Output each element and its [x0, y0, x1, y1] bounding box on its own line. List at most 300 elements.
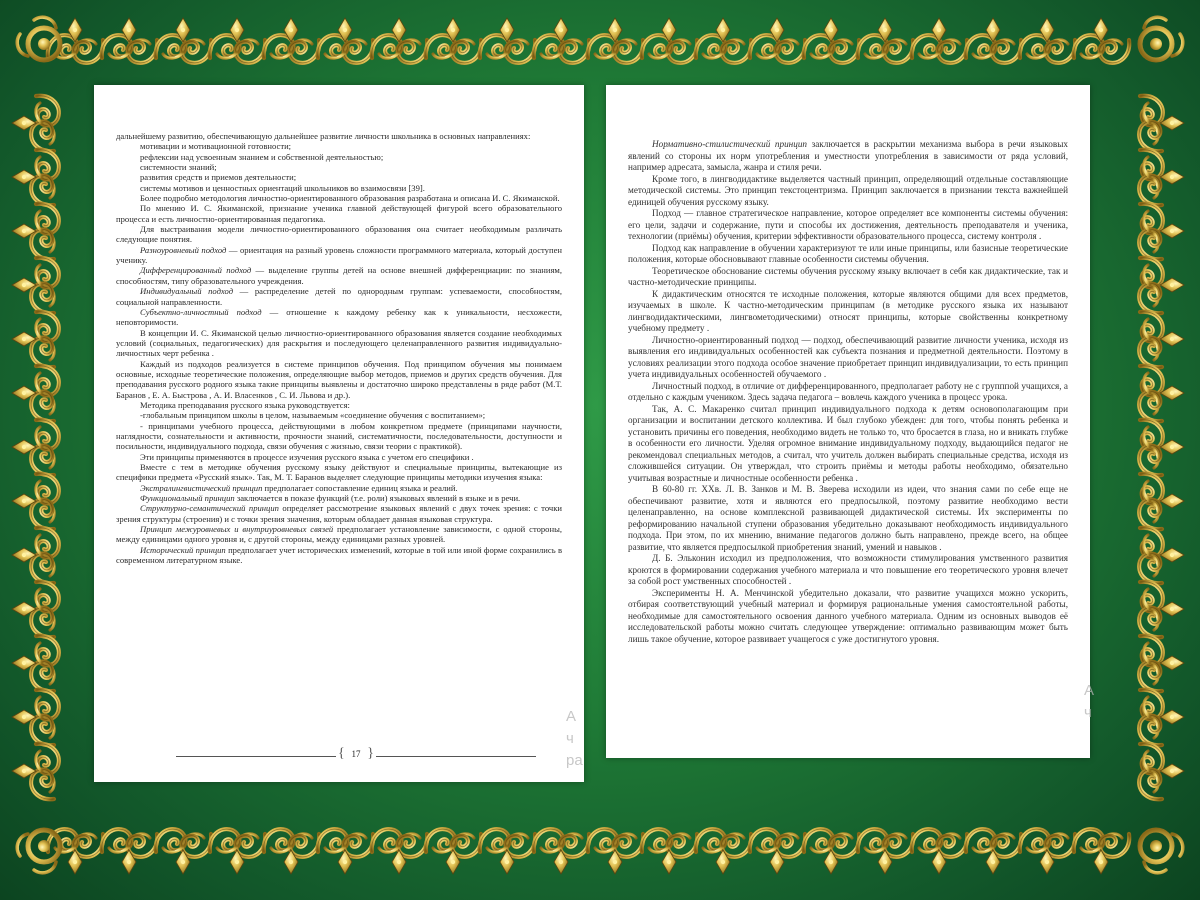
frame-scroll-ornament — [31, 265, 54, 313]
frame-corner-ornament — [17, 830, 60, 873]
frame-scroll-ornament — [1139, 481, 1162, 529]
right-page — [606, 85, 1090, 758]
frame-scroll-ornament — [541, 834, 589, 857]
frame-scroll-ornament — [487, 834, 535, 857]
frame-scroll-ornament — [1081, 834, 1129, 857]
paragraph-lead-term: Разноуровневый подход — [140, 244, 227, 255]
frame-scroll-ornament — [1139, 373, 1162, 421]
frame-scroll-ornament — [865, 40, 913, 63]
frame-scroll-ornament — [325, 834, 373, 857]
paragraph — [116, 328, 562, 359]
frame-scroll-ornament — [1140, 258, 1163, 306]
paragraph-text: системности знаний; — [140, 162, 217, 173]
frame-scroll-ornament — [703, 834, 751, 857]
paragraph-lead-term: Дифференцированный подход — [140, 265, 252, 276]
watermark-line: ч — [566, 730, 574, 747]
frame-scroll-ornament — [109, 834, 157, 857]
frame-scroll-ornament — [1140, 150, 1163, 198]
page-number: { 17 } — [336, 749, 376, 759]
frame-scroll-ornament — [271, 40, 319, 63]
paragraph — [116, 493, 562, 503]
frame-diamond-ornament — [446, 18, 460, 42]
paragraph-text: Эксперименты Н. А. Менчинской убедительно доказали, что развитие учащихся можно ускорить, отбирая соответствующий учебный материал и формируя рациональные умения самостоятельной работы, необходимые для самостоятельного освоения данного учебного материала. Одним из основных выводов её исследовательской работы можно считать следующее утверждение: оптимально развивающим может быть лишь такое обучение, которое развивает учащегося с уже достигнутого уровня. — [628, 587, 1068, 644]
frame-corner-ornament — [1140, 830, 1183, 873]
paragraph-text: Подход как направление в обучении характеризуют те или иные принципы, или базисные теоретические положения, которые обосновывают главные особенности системы обучения. — [628, 242, 1068, 264]
frame-diamond-ornament — [662, 18, 676, 42]
frame-diamond-ornament — [554, 850, 568, 874]
frame-diamond-ornament — [122, 850, 136, 874]
paragraph — [628, 335, 1068, 381]
frame-diamond-ornament — [12, 656, 36, 670]
frame-scroll-ornament — [31, 697, 54, 745]
paragraph — [116, 203, 562, 224]
frame-scroll-ornament — [1139, 157, 1162, 205]
paragraph-text: По мнению И. С. Якиманской, признание ученика главной действующей фигурой всего образовательного процесса и есть личностно-ориентированная педагогика. — [116, 203, 562, 224]
frame-scroll-ornament — [271, 834, 319, 857]
frame-scroll-ornament — [534, 829, 582, 852]
paragraph-text: В 60-80 гг. ХХв. Л. В. Занков и М. В. Зверева исходили из идеи, что знания сами по себе еще не обеспечивают развитие, хотя и являются его предпосылкой, поэтому развитие необходимо вести целенаправленно, на основе комплексной развивающей дидактической системы. Их эксперименты по реформированию начальной ступени образования убедительно доказывают необходимость индивидуального подхода. При этом, по их мнению, внимание педагогов должно быть направлено, прежде всего, на общее развитие, что является предпосылкой приобретения знаний, умений и навыков . — [628, 484, 1068, 552]
paragraph-text: -глобальным принципом школы в целом, называемым «соединение обучения с воспитанием»; — [140, 410, 486, 421]
paragraph-text: — выделение группы детей на основе внешней дифференциации: по знаниям, способностям, типу образовательного учреждения. — [116, 265, 563, 286]
paragraph — [628, 381, 1068, 404]
frame-scroll-ornament — [372, 829, 420, 852]
frame-diamond-ornament — [608, 850, 622, 874]
paragraph — [628, 588, 1068, 646]
frame-scroll-ornament — [163, 40, 211, 63]
frame-diamond-ornament — [1040, 18, 1054, 42]
frame-diamond-ornament — [1160, 224, 1184, 238]
frame-diamond-ornament — [1094, 18, 1108, 42]
frame-scroll-ornament — [595, 40, 643, 63]
frame-scroll-ornament — [1140, 312, 1163, 360]
frame-diamond-ornament — [12, 170, 36, 184]
frame-scroll-ornament — [642, 829, 690, 852]
frame-scroll-ornament — [31, 481, 54, 529]
paragraph-text: Эти принципы применяются в процессе изучения русского языка с учетом его специфики . — [140, 451, 474, 462]
frame-scroll-ornament — [912, 829, 960, 852]
frame-scroll-ornament — [109, 40, 157, 63]
frame-scroll-ornament — [318, 35, 366, 58]
frame-diamond-ornament — [1160, 440, 1184, 454]
frame-scroll-ornament — [1140, 582, 1163, 630]
footer-rule-right — [376, 756, 536, 757]
paragraph-lead-term: Экстралингвистический принцип — [140, 482, 263, 493]
paragraph — [628, 484, 1068, 553]
paragraph-text: системы мотивов и ценностных ориентаций школьников во взаимосвязи [39]. — [140, 182, 425, 193]
frame-scroll-ornament — [966, 829, 1014, 852]
frame-scroll-ornament — [31, 211, 54, 259]
frame-scroll-ornament — [919, 834, 967, 857]
paragraph-text: Д. Б. Эльконин исходил из предположения, что возможности стимулирования умственного развития кроются в формировании содержания учебного материала и что повышение его теоретического уровня влечет за собой рост умственных способностей . — [628, 553, 1068, 586]
watermark-right — [1084, 680, 1094, 724]
frame-diamond-ornament — [1160, 278, 1184, 292]
frame-scroll-ornament — [919, 40, 967, 63]
frame-scroll-ornament — [757, 834, 805, 857]
frame-diamond-ornament — [12, 278, 36, 292]
frame-diamond-ornament — [68, 850, 82, 874]
frame-scroll-ornament — [480, 829, 528, 852]
frame-diamond-ornament — [176, 850, 190, 874]
frame-scroll-ornament — [1074, 829, 1122, 852]
frame-scroll-ornament — [156, 829, 204, 852]
frame-scroll-ornament — [487, 40, 535, 63]
paragraph-lead-term: Индивидуальный подход — [140, 286, 234, 297]
frame-diamond-ornament — [986, 850, 1000, 874]
frame-scroll-ornament — [1020, 35, 1068, 58]
paragraph-text: — распределение детей по однородным группам: успеваемости, способностям, социальной направленности. — [116, 286, 562, 307]
paragraph-lead-term: Структурно-семантический принцип — [140, 503, 279, 514]
right-page-text — [628, 139, 1068, 645]
frame-diamond-ornament — [1160, 710, 1184, 724]
paragraph-lead-term: Субъектно-личностный подход — [140, 306, 262, 317]
frame-scroll-ornament — [912, 35, 960, 58]
frame-diamond-ornament — [12, 440, 36, 454]
frame-scroll-ornament — [36, 312, 59, 360]
frame-scroll-ornament — [433, 40, 481, 63]
frame-scroll-ornament — [973, 834, 1021, 857]
frame-scroll-ornament — [372, 35, 420, 58]
frame-scroll-ornament — [163, 834, 211, 857]
frame-diamond-ornament — [12, 386, 36, 400]
frame-diamond-ornament — [1160, 494, 1184, 508]
frame-diamond-ornament — [608, 18, 622, 42]
frame-scroll-ornament — [649, 834, 697, 857]
frame-scroll-ornament — [31, 373, 54, 421]
paragraph-text: - принципами учебного процесса, действующими в любом конкретном предмете (принципами научности, наглядности, сознательности и активности, прочности знаний, систематичности, последовательности, доступности и посильности, индивидуального подхода, связи обучения с жизнью, связи теории с практикой). — [116, 420, 562, 452]
frame-scroll-ornament — [55, 40, 103, 63]
paragraph-text: заключается в раскрытии механизма выбора в речи языковых явлений со стороны их норм употребления и уместности употребления в зависимости от ряда условий, например адресата, замысла, жанра и стиля речи. — [628, 139, 1068, 172]
paragraph-text: дальнейшему развитию, обеспечивающую дальнейшее развитие личности школьника в основных направлениях: — [116, 131, 531, 141]
frame-scroll-ornament — [1140, 744, 1163, 792]
frame-diamond-ornament — [1160, 602, 1184, 616]
frame-scroll-ornament — [31, 535, 54, 583]
frame-diamond-ornament — [338, 850, 352, 874]
paragraph — [116, 462, 562, 483]
paragraph-text: предполагает сопоставление единиц языка и реалий. — [262, 482, 458, 493]
left-page-text — [116, 131, 562, 565]
frame-scroll-ornament — [102, 829, 150, 852]
paragraph — [116, 183, 562, 193]
frame-scroll-ornament — [1139, 643, 1162, 691]
paragraph — [116, 286, 562, 307]
paragraph-text: определяет рассмотрение языковых явлений с двух точек зрения: с точки зрения структуры (строения) и с точки зрения значения, которым обладает данная языковая структура. — [116, 503, 562, 524]
frame-diamond-ornament — [392, 850, 406, 874]
paragraph — [116, 503, 562, 524]
frame-diamond-ornament — [12, 494, 36, 508]
footer-rule-left — [176, 756, 336, 757]
frame-diamond-ornament — [716, 850, 730, 874]
frame-scroll-ornament — [966, 35, 1014, 58]
frame-scroll-ornament — [1081, 40, 1129, 63]
paragraph-text: Более подробно методология личностно-ориентированного образования разработана и описана И. С. Якиманской. — [140, 193, 560, 204]
frame-diamond-ornament — [1040, 850, 1054, 874]
frame-scroll-ornament — [31, 751, 54, 799]
paragraph — [628, 139, 1068, 174]
frame-scroll-ornament — [858, 35, 906, 58]
frame-scroll-ornament — [379, 40, 427, 63]
frame-corner-ornament — [17, 17, 60, 60]
frame-scroll-ornament — [36, 204, 59, 252]
frame-diamond-ornament — [770, 850, 784, 874]
paragraph — [116, 452, 562, 462]
paragraph — [116, 307, 562, 328]
frame-diamond-ornament — [1160, 656, 1184, 670]
paragraph-text: предполагает учет исторических изменений, которые в той или иной форме сохранились в современном литературном языке. — [116, 544, 563, 566]
frame-corner-ornament — [1140, 17, 1183, 60]
frame-diamond-ornament — [284, 18, 298, 42]
frame-scroll-ornament — [1140, 690, 1163, 738]
frame-scroll-ornament — [750, 35, 798, 58]
paragraph — [116, 400, 562, 410]
frame-scroll-ornament — [36, 258, 59, 306]
frame-diamond-ornament — [12, 764, 36, 778]
frame-diamond-ornament — [12, 710, 36, 724]
frame-diamond-ornament — [500, 18, 514, 42]
frame-scroll-ornament — [264, 829, 312, 852]
frame-diamond-ornament — [1160, 764, 1184, 778]
paragraph — [116, 141, 562, 151]
frame-diamond-ornament — [932, 18, 946, 42]
paragraph — [116, 131, 562, 141]
frame-scroll-ornament — [48, 829, 96, 852]
paragraph — [116, 265, 562, 286]
frame-scroll-ornament — [48, 35, 96, 58]
paragraph — [116, 172, 562, 182]
frame-scroll-ornament — [31, 643, 54, 691]
paragraph-text: В концепции И. С. Якиманской целью личностно-ориентированного образования является создание необходимых условий (социальных, педагогических) для раскрытия и последующего целенаправленного развития индивидуально-личностных черт ребенка . — [116, 327, 562, 359]
frame-diamond-ornament — [68, 18, 82, 42]
paragraph-text: рефлексии над усвоенным знанием и собственной деятельностью; — [140, 151, 384, 162]
paragraph — [116, 162, 562, 172]
watermark-line: ч — [1084, 704, 1092, 721]
frame-diamond-ornament — [824, 18, 838, 42]
paragraph — [116, 421, 562, 452]
frame-scroll-ornament — [36, 528, 59, 576]
paragraph-text: — отношение к каждому ребенку как к уникальности, несхожести, неповторимости. — [116, 306, 562, 328]
frame-scroll-ornament — [264, 35, 312, 58]
frame-scroll-ornament — [379, 834, 427, 857]
frame-diamond-ornament — [500, 850, 514, 874]
frame-diamond-ornament — [662, 850, 676, 874]
frame-scroll-ornament — [1139, 265, 1162, 313]
paragraph — [116, 524, 562, 545]
frame-scroll-ornament — [973, 40, 1021, 63]
paragraph — [628, 266, 1068, 289]
frame-diamond-ornament — [1160, 332, 1184, 346]
frame-scroll-ornament — [750, 829, 798, 852]
frame-scroll-ornament — [36, 474, 59, 522]
paragraph — [116, 245, 562, 266]
frame-scroll-ornament — [1074, 35, 1122, 58]
frame-scroll-ornament — [156, 35, 204, 58]
frame-scroll-ornament — [325, 40, 373, 63]
frame-scroll-ornament — [36, 690, 59, 738]
paragraph-text: мотивации и мотивационной готовности; — [140, 141, 292, 152]
watermark-left — [566, 706, 583, 772]
paragraph — [116, 359, 562, 400]
frame-scroll-ornament — [1140, 636, 1163, 684]
frame-scroll-ornament — [36, 582, 59, 630]
paragraph — [628, 243, 1068, 266]
page-footer — [176, 749, 536, 763]
frame-scroll-ornament — [804, 35, 852, 58]
frame-scroll-ornament — [649, 40, 697, 63]
paragraph-text: заключается в показе функций (т.е. роли) языковых явлений в языке и в речи. — [234, 493, 521, 504]
frame-diamond-ornament — [716, 18, 730, 42]
paragraph — [116, 545, 562, 566]
frame-scroll-ornament — [36, 366, 59, 414]
frame-scroll-ornament — [595, 834, 643, 857]
frame-diamond-ornament — [878, 18, 892, 42]
frame-diamond-ornament — [12, 602, 36, 616]
paragraph — [116, 224, 562, 245]
frame-scroll-ornament — [811, 40, 859, 63]
frame-diamond-ornament — [554, 18, 568, 42]
frame-diamond-ornament — [1160, 548, 1184, 562]
frame-diamond-ornament — [878, 850, 892, 874]
paragraph-lead-term: Исторический принцип — [140, 544, 226, 555]
watermark-line: ра — [566, 752, 583, 769]
paragraph-text: Личностный подход, в отличие от дифференцированного, предполагает работу не с групппой учащихся, а отдельно с каждым учеником. Здесь задача педагога – вовлечь каждого ученика в процесс урока. — [628, 380, 1068, 402]
watermark-line: А — [566, 708, 577, 725]
paragraph-text: Теоретическое обоснование системы обучения русскому языку включает в себя как дидактические, так и частно-методические принципы. — [628, 265, 1068, 287]
frame-scroll-ornament — [102, 35, 150, 58]
frame-diamond-ornament — [230, 18, 244, 42]
frame-diamond-ornament — [986, 18, 1000, 42]
frame-scroll-ornament — [804, 829, 852, 852]
paragraph — [116, 483, 562, 493]
frame-diamond-ornament — [122, 18, 136, 42]
frame-scroll-ornament — [534, 35, 582, 58]
frame-diamond-ornament — [1094, 850, 1108, 874]
frame-scroll-ornament — [1140, 204, 1163, 252]
paragraph — [628, 553, 1068, 588]
paragraph-text: Для выстраивания модели личностно-ориентированного образования она считает необходимым различать следующие понятия. — [116, 224, 562, 245]
paragraph-text: развития средств и приемов деятельности; — [140, 172, 297, 183]
frame-scroll-ornament — [31, 589, 54, 637]
frame-scroll-ornament — [36, 744, 59, 792]
frame-scroll-ornament — [31, 319, 54, 367]
frame-scroll-ornament — [588, 829, 636, 852]
paragraph-text: Каждый из подходов реализуется в системе принципов обучения. Под принципом обучения мы понимаем основные, исходные теоретические положения, определяющие выбор методов, приемов и других средств обучения. Для преподавания русского родного языка такие принципы выявлены и достаточно широко представлены в ряде работ (М.Т. Баранов , Е. А. Быстрова , А. И. Власенков , С. И. Львова и др.). — [116, 358, 562, 400]
paragraph-lead-term: Нормативно-стилистический принцип — [652, 139, 808, 149]
paragraph-lead-term: Принцип межуровневых и внутриуровневых связей — [140, 524, 334, 535]
frame-scroll-ornament — [210, 829, 258, 852]
left-page — [94, 85, 584, 782]
frame-scroll-ornament — [480, 35, 528, 58]
frame-scroll-ornament — [217, 834, 265, 857]
frame-scroll-ornament — [541, 40, 589, 63]
paragraph-text: Личностно-ориентированный подход — подход, обеспечивающий развитие личности ученика, исходя из выявления его индивидуальных особенностей как субъекта познания и предметной деятельности. Поэтому в условиях реализации этого подхода особое значение приобретает принцип индивидуализации, то есть принцип учета индивидуальных особенностей обучаемого . — [628, 334, 1068, 379]
paragraph-text: Кроме того, в лингводидактике выделяется частный принцип, определяющий отдельные составляющие методической системы. Это принцип текстоцентризма. Принцип заключается в признании текста важнейшей единицей обучения русскому языку. — [628, 173, 1068, 207]
frame-scroll-ornament — [811, 834, 859, 857]
frame-scroll-ornament — [1139, 211, 1162, 259]
frame-diamond-ornament — [284, 850, 298, 874]
frame-scroll-ornament — [1140, 474, 1163, 522]
frame-scroll-ornament — [426, 829, 474, 852]
frame-scroll-ornament — [1139, 427, 1162, 475]
paragraph-text: Подход — главное стратегическое направление, которое определяет все компоненты системы обучения: его цели, задачи и содержание, пути и способы их достижения, деятельность преподавателя и ученика, технологии (приёмы) обучения, критерии эффективности образовательного процесса, систему контроля . — [628, 208, 1068, 241]
frame-scroll-ornament — [1139, 589, 1162, 637]
frame-diamond-ornament — [12, 332, 36, 346]
frame-scroll-ornament — [433, 834, 481, 857]
frame-scroll-ornament — [31, 103, 54, 151]
frame-scroll-ornament — [1139, 103, 1162, 151]
frame-scroll-ornament — [696, 829, 744, 852]
frame-scroll-ornament — [757, 40, 805, 63]
frame-diamond-ornament — [12, 116, 36, 130]
paragraph — [628, 208, 1068, 243]
frame-diamond-ornament — [392, 18, 406, 42]
frame-scroll-ornament — [588, 35, 636, 58]
frame-diamond-ornament — [932, 850, 946, 874]
paragraph — [628, 174, 1068, 209]
frame-diamond-ornament — [230, 850, 244, 874]
frame-scroll-ornament — [1139, 535, 1162, 583]
frame-scroll-ornament — [865, 834, 913, 857]
frame-diamond-ornament — [446, 850, 460, 874]
frame-scroll-ornament — [36, 150, 59, 198]
frame-scroll-ornament — [426, 35, 474, 58]
frame-scroll-ornament — [696, 35, 744, 58]
paragraph-lead-term: Функциональный принцип — [140, 493, 235, 504]
paragraph — [116, 193, 562, 203]
frame-scroll-ornament — [1139, 751, 1162, 799]
paragraph-text: К дидактическим относятся те исходные положения, которые являются общими для всех предметов, изучаемых в школе. К частно-методическим принципам (в методике русского языка их называют лингводидактическими, лингвометодическими) относят принципы, которые свойственны конкретному учебному предмету . — [628, 288, 1068, 333]
frame-scroll-ornament — [1140, 528, 1163, 576]
frame-scroll-ornament — [36, 420, 59, 468]
frame-diamond-ornament — [12, 548, 36, 562]
frame-scroll-ornament — [1140, 96, 1163, 144]
frame-scroll-ornament — [217, 40, 265, 63]
frame-scroll-ornament — [1020, 829, 1068, 852]
watermark-line: А — [1084, 682, 1095, 699]
frame-scroll-ornament — [858, 829, 906, 852]
frame-diamond-ornament — [824, 850, 838, 874]
frame-scroll-ornament — [318, 829, 366, 852]
paragraph — [628, 289, 1068, 335]
frame-scroll-ornament — [642, 35, 690, 58]
frame-diamond-ornament — [1160, 116, 1184, 130]
frame-scroll-ornament — [55, 834, 103, 857]
frame-scroll-ornament — [1140, 420, 1163, 468]
frame-diamond-ornament — [338, 18, 352, 42]
frame-scroll-ornament — [1027, 834, 1075, 857]
frame-scroll-ornament — [36, 636, 59, 684]
paragraph — [116, 152, 562, 162]
paragraph — [116, 410, 562, 420]
frame-scroll-ornament — [210, 35, 258, 58]
frame-scroll-ornament — [1140, 366, 1163, 414]
frame-scroll-ornament — [1139, 319, 1162, 367]
frame-scroll-ornament — [1027, 40, 1075, 63]
frame-diamond-ornament — [1160, 170, 1184, 184]
paragraph-text: Так, А. С. Макаренко считал принцип индивидуального подхода к детям основополагающим при организации и воспитании детского коллектива. И был глубоко убежден: для того, чтобы понять ребенка и установить причины его поведения, необходимо видеть не только то, что бросается в глаза, но и вникать глубже в особенности его личности. Уделяя огромное внимание индивидуальному подходу, выдающийся педагог не рекомендовал специальных методов, а считал, что учитель должен выбирать специальные средства, исходя из сложившейся ситуации. Он утверждал, что строить приёмы и методы работы необходимо, обязательно учитывая возрастные и личностные особенности ребенка . — [628, 403, 1068, 483]
paragraph-text: предполагает установление зависимости, с одной стороны, между единицами одного уровня и, с другой стороны, между единицами разных уровней. — [116, 524, 562, 545]
frame-diamond-ornament — [12, 224, 36, 238]
paragraph — [628, 404, 1068, 485]
frame-diamond-ornament — [1160, 386, 1184, 400]
frame-scroll-ornament — [31, 157, 54, 205]
frame-scroll-ornament — [36, 96, 59, 144]
frame-scroll-ornament — [703, 40, 751, 63]
frame-scroll-ornament — [31, 427, 54, 475]
paragraph-text: Методика преподавания русского языка руководствуется: — [140, 399, 350, 410]
frame-diamond-ornament — [770, 18, 784, 42]
frame-diamond-ornament — [176, 18, 190, 42]
paragraph-text: — ориентация на разный уровень сложности программного материала, который доступен ученику. — [116, 244, 562, 266]
frame-scroll-ornament — [1139, 697, 1162, 745]
